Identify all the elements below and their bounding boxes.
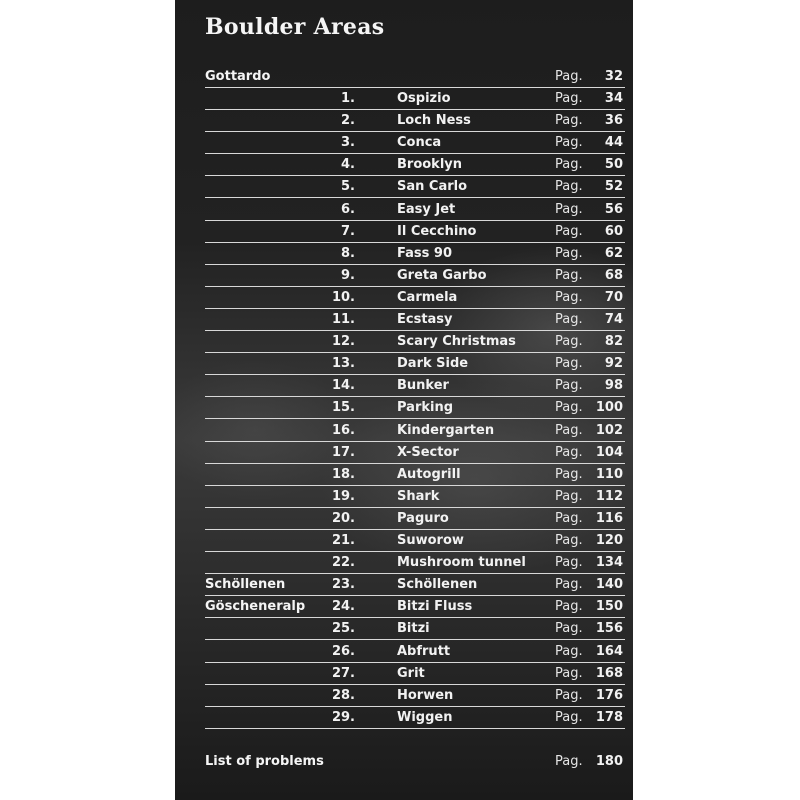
area-number: 17.	[331, 444, 355, 460]
toc-row	[205, 508, 625, 530]
area-name: Grit	[397, 665, 425, 681]
pag-label: Pag.	[555, 378, 583, 394]
page-number: 74	[604, 312, 623, 327]
area-name: Horwen	[397, 687, 454, 703]
toc-row	[205, 618, 625, 640]
pag-label: Pag.	[555, 754, 583, 769]
pag-label: Pag.	[555, 665, 583, 681]
toc-row	[205, 464, 625, 486]
page-number: 140	[595, 577, 623, 593]
area-name: Brooklyn	[397, 157, 463, 173]
area-name: Fass 90	[397, 245, 452, 261]
page-number: 176	[595, 687, 623, 703]
pag-label: Pag.	[555, 223, 583, 239]
toc-row	[205, 641, 625, 663]
area-name: Kindergarten	[397, 422, 495, 438]
area-number: 27.	[331, 665, 355, 681]
area-number: 3.	[341, 135, 355, 151]
page-number: 56	[604, 201, 623, 217]
pag-label: Pag.	[555, 466, 583, 482]
area-name: Ospizio	[397, 91, 451, 106]
area-number: 21.	[331, 533, 355, 548]
area-number: 28.	[331, 687, 355, 703]
area-name: Ecstasy	[397, 312, 453, 327]
toc-row	[205, 707, 625, 729]
pag-label: Pag.	[555, 400, 583, 416]
page-number: 120	[595, 533, 623, 548]
pag-label: Pag.	[555, 113, 583, 129]
toc-row	[205, 420, 625, 442]
area-number: 16.	[331, 422, 355, 438]
area-name: Bitzi Fluss	[397, 599, 473, 615]
area-number: 4.	[341, 157, 355, 173]
area-name: Parking	[397, 400, 454, 416]
page-number: 150	[595, 599, 623, 615]
area-number: 9.	[341, 267, 355, 283]
area-number: 15.	[331, 400, 355, 416]
toc-row	[205, 88, 625, 110]
area-name: Greta Garbo	[397, 267, 487, 283]
pag-label: Pag.	[555, 179, 583, 195]
pag-label: Pag.	[555, 201, 583, 217]
area-number: 24.	[331, 599, 355, 615]
area-number: 13.	[331, 356, 355, 372]
pag-label: Pag.	[555, 709, 583, 725]
area-number: 2.	[341, 113, 355, 129]
pag-label: Pag.	[555, 510, 583, 526]
section-label: Gottardo	[205, 69, 271, 84]
page-number: 92	[604, 356, 623, 372]
area-number: 18.	[331, 466, 355, 482]
page-number: 104	[595, 444, 623, 460]
page-number: 36	[604, 113, 623, 129]
area-name: Carmela	[397, 289, 458, 305]
page-number: 164	[595, 643, 623, 659]
toc-row	[205, 110, 625, 132]
page-number: 44	[604, 135, 623, 151]
page-number: 178	[595, 709, 623, 725]
area-number: 14.	[331, 378, 355, 394]
page-number: 156	[595, 621, 623, 637]
toc-row	[205, 574, 625, 596]
page-number: 62	[604, 245, 623, 261]
page-number: 168	[595, 665, 623, 681]
toc-row	[205, 486, 625, 508]
area-name: Scary Christmas	[397, 334, 516, 350]
page-number: 110	[595, 466, 623, 482]
toc-header-row	[205, 66, 625, 88]
toc-row	[205, 331, 625, 353]
pag-label: Pag.	[555, 267, 583, 283]
toc-row	[205, 287, 625, 309]
pag-label: Pag.	[555, 577, 583, 593]
toc-row	[205, 442, 625, 464]
area-number: 25.	[331, 621, 355, 637]
toc-row	[205, 596, 625, 618]
area-number: 6.	[341, 201, 355, 217]
area-name: X-Sector	[397, 444, 459, 460]
page-number: 102	[595, 422, 623, 438]
area-number: 7.	[341, 223, 355, 239]
area-name: Paguro	[397, 510, 449, 526]
pag-label: Pag.	[555, 312, 583, 327]
page-number: 100	[595, 400, 623, 416]
pag-label: Pag.	[555, 533, 583, 548]
area-name: Mushroom tunnel	[397, 555, 526, 571]
toc-row	[205, 154, 625, 176]
toc-row	[205, 199, 625, 221]
area-number: 12.	[331, 334, 355, 350]
area-number: 26.	[331, 643, 355, 659]
pag-label: Pag.	[555, 621, 583, 637]
area-number: 23.	[331, 577, 355, 593]
row-divider	[205, 728, 625, 729]
area-number: 20.	[331, 510, 355, 526]
section-label: List of problems	[205, 754, 324, 769]
page-number: 34	[604, 91, 623, 106]
area-name: San Carlo	[397, 179, 468, 195]
area-name: Bunker	[397, 378, 449, 394]
pag-label: Pag.	[555, 69, 583, 84]
area-name: Conca	[397, 135, 442, 151]
pag-label: Pag.	[555, 289, 583, 305]
area-name: Loch Ness	[397, 113, 471, 129]
pag-label: Pag.	[555, 643, 583, 659]
area-number: 1.	[341, 91, 355, 106]
area-name: Bitzi	[397, 621, 430, 637]
toc-row	[205, 685, 625, 707]
area-number: 8.	[341, 245, 355, 261]
toc-page	[175, 0, 633, 800]
pag-label: Pag.	[555, 422, 583, 438]
pag-label: Pag.	[555, 135, 583, 151]
pag-label: Pag.	[555, 555, 583, 571]
area-name: Easy Jet	[397, 201, 456, 217]
page-number: 112	[595, 488, 623, 504]
toc-row	[205, 552, 625, 574]
toc-row	[205, 353, 625, 375]
page-number: 134	[595, 555, 623, 571]
pag-label: Pag.	[555, 91, 583, 106]
pag-label: Pag.	[555, 444, 583, 460]
page-number: 98	[604, 378, 623, 394]
pag-label: Pag.	[555, 157, 583, 173]
area-name: Il Cecchino	[397, 223, 477, 239]
toc-row	[205, 132, 625, 154]
toc-footer-row	[205, 751, 625, 773]
area-number: 19.	[331, 488, 355, 504]
section-label: Göscheneralp	[205, 599, 306, 615]
page-number: 82	[604, 334, 623, 350]
page-number: 180	[595, 754, 623, 769]
area-number: 22.	[331, 555, 355, 571]
area-number: 29.	[331, 709, 355, 725]
toc-row	[205, 530, 625, 552]
toc-row	[205, 265, 625, 287]
page-number: 32	[604, 69, 623, 84]
page-number: 50	[604, 157, 623, 173]
pag-label: Pag.	[555, 356, 583, 372]
area-name: Shark	[397, 488, 440, 504]
toc-row	[205, 243, 625, 265]
page-number: 116	[595, 510, 623, 526]
page-number: 68	[604, 267, 623, 283]
toc-row	[205, 397, 625, 419]
page-number: 52	[604, 179, 623, 195]
pag-label: Pag.	[555, 334, 583, 350]
toc-row	[205, 221, 625, 243]
toc-row	[205, 176, 625, 198]
pag-label: Pag.	[555, 599, 583, 615]
page-number: 70	[604, 289, 623, 305]
area-name: Schöllenen	[397, 577, 478, 593]
area-name: Abfrutt	[397, 643, 451, 659]
area-name: Suworow	[397, 533, 464, 548]
area-name: Wiggen	[397, 709, 453, 725]
area-name: Dark Side	[397, 356, 469, 372]
pag-label: Pag.	[555, 488, 583, 504]
toc-row	[205, 663, 625, 685]
area-number: 10.	[331, 289, 355, 305]
section-label: Schöllenen	[205, 577, 286, 593]
toc-row	[205, 309, 625, 331]
pag-label: Pag.	[555, 245, 583, 261]
pag-label: Pag.	[555, 687, 583, 703]
toc-row	[205, 375, 625, 397]
page-number: 60	[604, 223, 623, 239]
area-number: 11.	[331, 312, 355, 327]
area-number: 5.	[341, 179, 355, 195]
area-name: Autogrill	[397, 466, 461, 482]
page-title: Boulder Areas	[205, 14, 385, 40]
